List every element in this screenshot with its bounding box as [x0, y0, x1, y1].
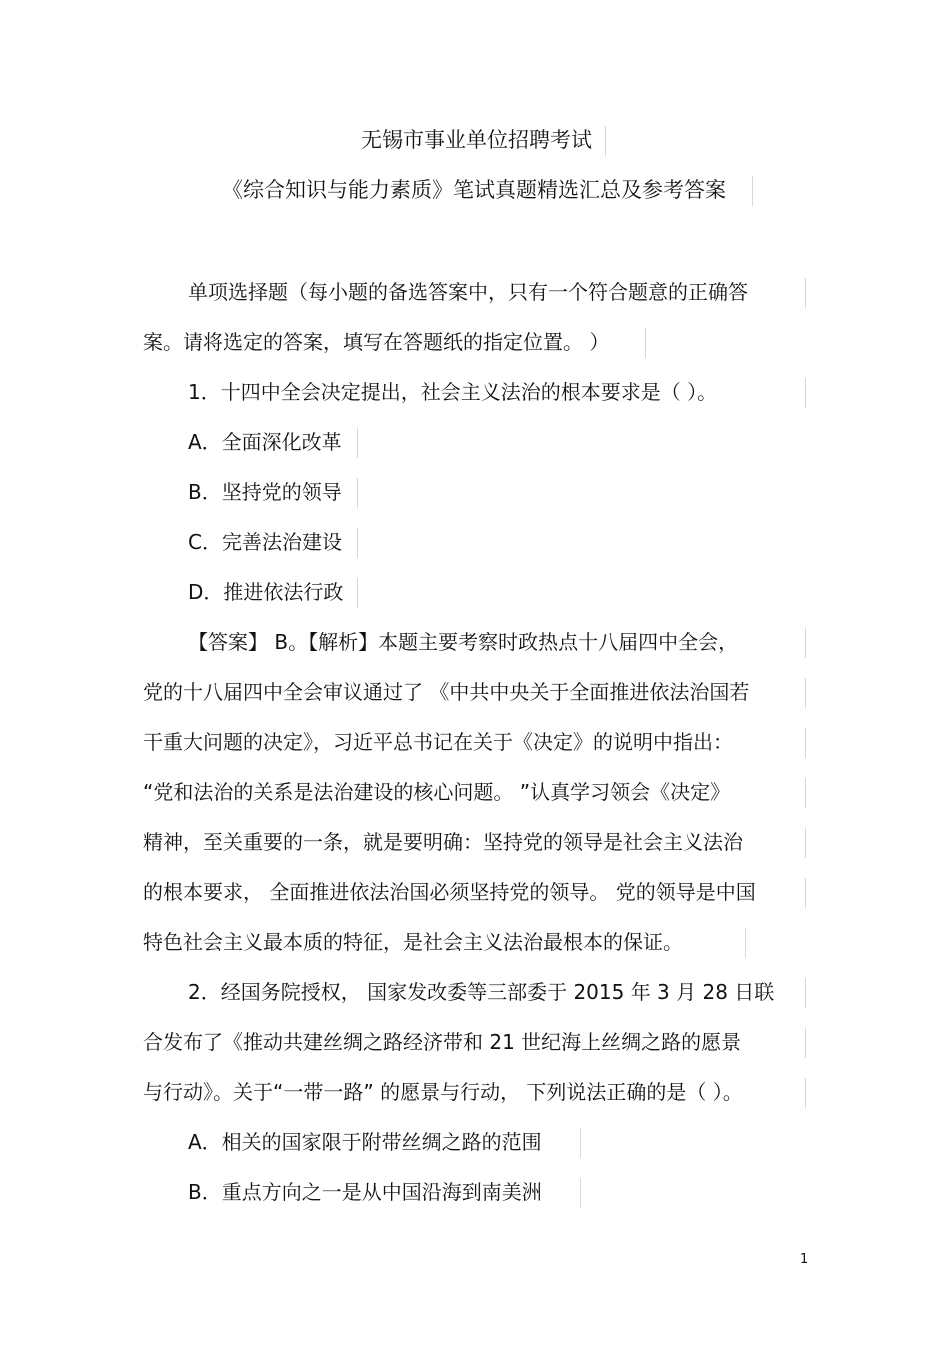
question-2-stem-line-3: 与行动》。关于“一带一路” 的愿景与行动， 下列说法正确的是（ ）。: [143, 1080, 743, 1104]
section-instructions-line-2: 案。请将选定的答案，填写在答题纸的指定位置。 ）: [143, 330, 610, 354]
margin-rule: [357, 478, 358, 508]
question-2-stem-line-1: 2．经国务院授权， 国家发改委等三部委于 2015 年 3 月 28 日联: [188, 980, 775, 1004]
margin-rule: [805, 978, 806, 1008]
margin-rule: [645, 328, 646, 358]
margin-rule: [805, 828, 806, 858]
margin-rule: [357, 528, 358, 558]
question-1-answer-line-5: 精神，至关重要的一条，就是要明确：坚持党的领导是社会主义法治: [143, 830, 743, 854]
question-1-answer-line-7: 特色社会主义最本质的特征，是社会主义法治最根本的保证。: [143, 930, 683, 954]
question-1-option-b: B．坚持党的领导: [188, 480, 342, 504]
margin-rule: [805, 628, 806, 658]
margin-rule: [605, 126, 606, 156]
question-2-option-b: B．重点方向之一是从中国沿海到南美洲: [188, 1180, 542, 1204]
question-1-answer-line-6: 的根本要求， 全面推进依法治国必须坚持党的领导。 党的领导是中国: [143, 880, 756, 904]
margin-rule: [805, 728, 806, 758]
document-subtitle: 《综合知识与能力素质》笔试真题精选汇总及参考答案: [222, 178, 726, 202]
question-1-option-a: A．全面深化改革: [188, 430, 342, 454]
margin-rule: [805, 378, 806, 408]
margin-rule: [805, 778, 806, 808]
question-2-option-a: A．相关的国家限于附带丝绸之路的范围: [188, 1130, 542, 1154]
margin-rule: [805, 1028, 806, 1058]
margin-rule: [745, 928, 746, 958]
section-instructions-line-1: 单项选择题（每小题的备选答案中，只有一个符合题意的正确答: [188, 280, 748, 304]
margin-rule: [580, 1128, 581, 1158]
question-2-stem-line-2: 合发布了《推动共建丝绸之路经济带和 21 世纪海上丝绸之路的愿景: [143, 1030, 742, 1054]
document-title: 无锡市事业单位招聘考试: [361, 128, 592, 152]
question-1-answer-line-2: 党的十八届四中全会审议通过了 《中共中央关于全面推进依法治国若: [143, 680, 750, 704]
question-1-answer-line-1: 【答案】 B。【解析】本题主要考察时政热点十八届四中全会，: [188, 630, 739, 654]
margin-rule: [357, 578, 358, 608]
page-number: 1: [800, 1252, 809, 1267]
margin-rule: [805, 1078, 806, 1108]
margin-rule: [805, 878, 806, 908]
margin-rule: [580, 1178, 581, 1208]
margin-rule: [805, 278, 806, 308]
question-1-answer-line-3: 干重大问题的决定》，习近平总书记在关于《决定》的说明中指出：: [143, 730, 733, 754]
question-1-stem: 1．十四中全会决定提出，社会主义法治的根本要求是（ ）。: [188, 380, 718, 404]
margin-rule: [805, 678, 806, 708]
question-1-option-d: D．推进依法行政: [188, 580, 344, 604]
margin-rule: [357, 428, 358, 458]
question-1-answer-line-4: “党和法治的关系是法治建设的核心问题。 ”认真学习领会《决定》: [143, 780, 731, 804]
margin-rule: [752, 176, 753, 206]
question-1-option-c: C．完善法治建设: [188, 530, 342, 554]
